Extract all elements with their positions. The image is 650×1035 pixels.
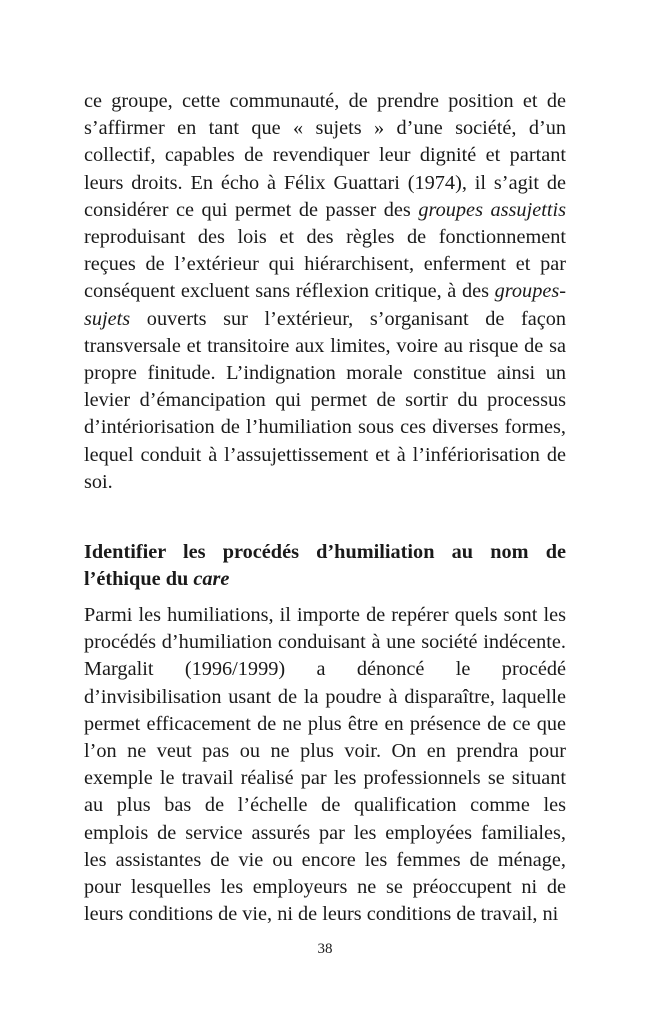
paragraph-1-text-b: reproduisant des lois et des règles de fonctionnement reçues de l’extérieur qui hiérarchisent, enferment et par conséquent excluent sans réflexion critique, à des <box>84 226 566 303</box>
paragraph-2: Parmi les humiliations, il importe de repérer quels sont les procédés d’humiliation conduisant à une société indécente. Margalit (1996/1999) a dénoncé le procédé d’invisibilisation usant de la poudre à disparaître, laquelle permet efficacement de ne plus être en présence de ce que l’on ne veut pas ou ne plus voir. On en prendra pour exemple le travail réalisé par les professionnels se situant au plus bas de l’échelle de qualification comme les emplois de service assurés par les employées familiales, les assistantes de vie ou encore les femmes de ménage, pour lesquelles les employeurs ne se préoccupent ni de leurs conditions de vie, ni de leurs conditions de travail, ni <box>84 604 566 926</box>
paragraph-1 <box>84 88 566 496</box>
page-number: 38 <box>317 941 333 957</box>
page-body <box>84 88 566 928</box>
section-heading-text: Identifier les procédés d’humiliation au nom de l’éthique du <box>84 541 566 591</box>
paragraph-1-italic-a: groupes assujettis <box>418 198 566 221</box>
paragraph-1-text-a: ce groupe, cette communauté, de prendre position et de s’affirmer en tant que « sujets » d’une société, d’un collectif, capables de revendiquer leur dignité et partant leurs droits. En écho à Félix Guattari (1974), il s’agit de considérer ce qui permet de passer des <box>84 90 566 221</box>
section-heading-italic: care <box>193 568 230 591</box>
section-heading <box>84 539 566 593</box>
paragraph-1-text-c: ouverts sur l’extérieur, s’organisant de façon transversale et transitoire aux limites, voire au risque de sa propre finitude. L’indignation morale constitue ainsi un levier d’émancipation qui permet de sortir du processus d’intériorisation de l’humiliation sous ces diverses formes, lequel conduit à l’assujettissement et à l’infériorisation de soi. <box>84 307 566 493</box>
paragraph-1-italic-b: groupes-sujets <box>84 280 566 330</box>
